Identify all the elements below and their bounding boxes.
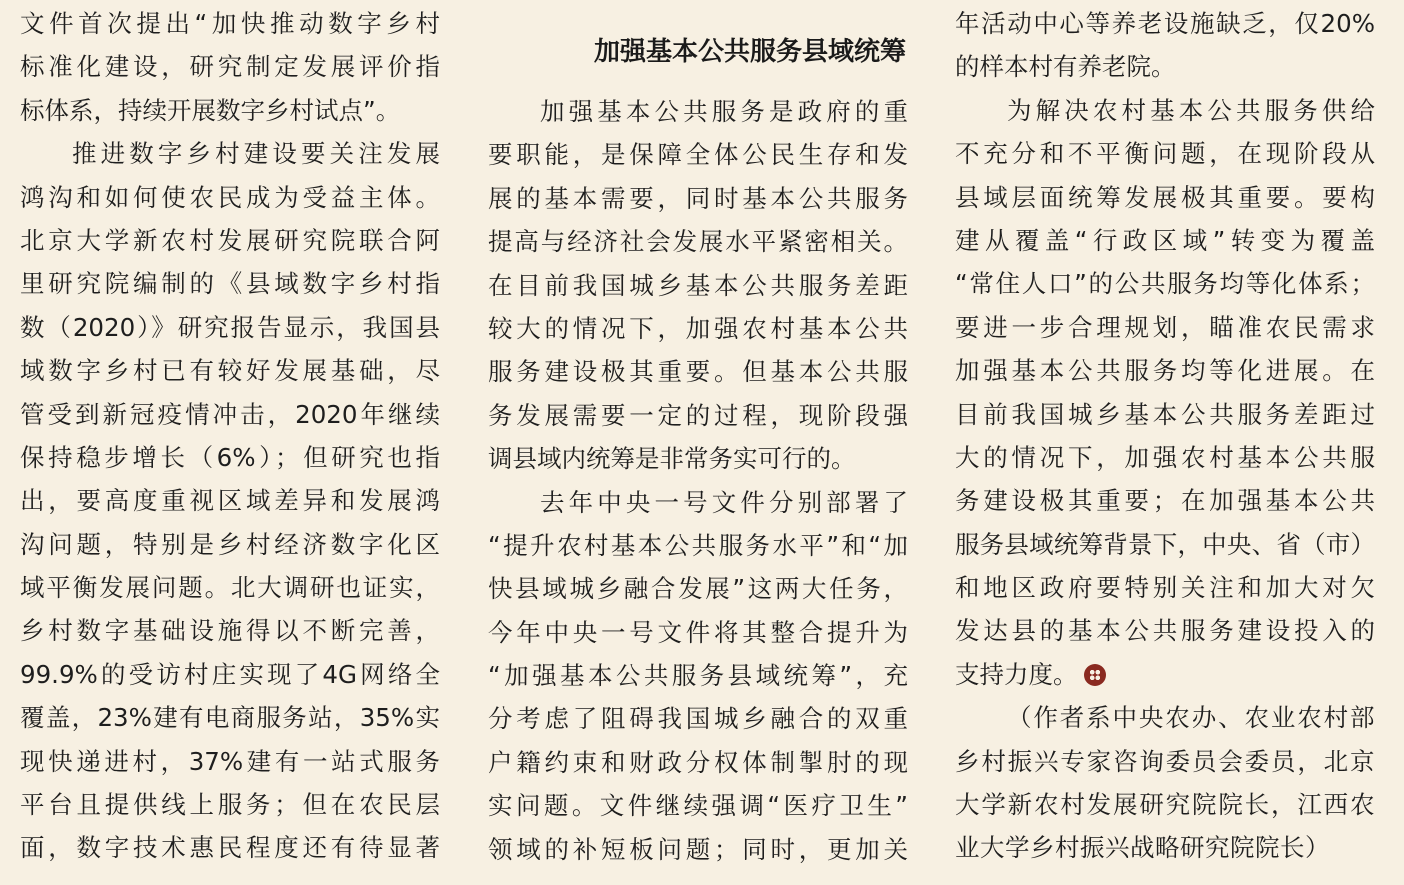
- text-line: 域数字乡村已有较好发展基础，尽: [20, 356, 440, 386]
- text-line: “加强基本公共服务县域统筹”，充: [488, 661, 908, 691]
- text-line: 覆盖，23%建有电商服务站，35%实: [20, 703, 440, 733]
- text-line: 县域层面统筹发展极其重要。要构: [955, 182, 1375, 212]
- text-line: 里研究院编制的《县域数字乡村指: [20, 269, 440, 299]
- text-line: 的样本村有养老院。: [955, 52, 1176, 82]
- article-end-line: [955, 653, 1375, 696]
- article-end-mark-icon: [1084, 664, 1106, 686]
- text-line: 出，要高度重视区域差异和发展鸿: [20, 486, 440, 516]
- text-line: 户籍约束和财政分权体制掣肘的现: [488, 747, 908, 777]
- text-line: 沟问题，特别是乡村经济数字化区: [20, 529, 440, 559]
- paragraph-first-line: 去年中央一号文件分别部署了: [540, 487, 908, 517]
- text-line: 文件首次提出“加快推动数字乡村: [20, 9, 440, 38]
- text-line: 务建设极其重要；在加强基本公共: [955, 486, 1375, 516]
- text-line: 今年中央一号文件将其整合提升为: [488, 617, 908, 647]
- paragraph-first-line: 加强基本公共服务是政府的重: [540, 97, 908, 126]
- section-heading: 加强基本公共服务县域统筹: [593, 37, 906, 67]
- text-line: 发达县的基本公共服务建设投入的: [955, 616, 1375, 646]
- text-line: 展的基本需要，同时基本公共服务: [488, 183, 908, 213]
- text-line: 数（2020）》研究报告显示，我国县: [20, 312, 440, 342]
- author-note-line: （作者系中央农办、农业农村部: [1007, 703, 1375, 733]
- text-line: 北京大学新农村发展研究院联合阿: [20, 225, 440, 255]
- text-line: 99.9%的受访村庄实现了4G网络全: [20, 659, 440, 689]
- paragraph-first-line: 为解决农村基本公共服务供给: [1007, 95, 1375, 125]
- text-line: 服务建设极其重要。但基本公共服: [488, 357, 908, 387]
- author-note: [955, 696, 1375, 870]
- text-line: 支持力度。: [955, 659, 1078, 689]
- text-line: 平台且提供线上服务；但在农民层: [20, 790, 440, 820]
- text-line: 实问题。文件继续强调“医疗卫生”: [488, 791, 908, 821]
- text-line: 领域的补短板问题；同时，更加关: [488, 834, 908, 864]
- text-line: 调县域内统筹是非常务实可行的。: [488, 444, 856, 474]
- text-line: 大的情况下，加强农村基本公共服: [955, 442, 1375, 472]
- text-line: 务发展需要一定的过程，现阶段强: [488, 400, 908, 430]
- author-note-line: 大学新农村发展研究院院长，江西农: [955, 790, 1375, 820]
- text-line: 域平衡发展问题。北大调研也证实，: [20, 573, 440, 603]
- text-line: 现快递进村，37%建有一站式服务: [20, 746, 440, 776]
- author-note-line: 业大学乡村振兴战略研究院院长）: [955, 833, 1330, 863]
- text-line: 快县域城乡融合发展”这两大任务，: [488, 574, 908, 604]
- text-line: 乡村数字基础设施得以不断完善，: [20, 616, 440, 646]
- text-line: 加强基本公共服务均等化进展。在: [955, 356, 1375, 386]
- text-line: “提升农村基本公共服务水平”和“加: [488, 530, 908, 560]
- article-column-middle: [488, 0, 908, 871]
- text-line: 年活动中心等养老设施缺乏，仅20%: [955, 9, 1375, 38]
- article-column-right: [955, 2, 1375, 870]
- text-line: 管受到新冠疫情冲击，2020年继续: [20, 399, 440, 429]
- text-line: 服务县域统筹背景下，中央、省（市）: [955, 529, 1375, 559]
- text-line: “常住人口”的公共服务均等化体系；: [955, 269, 1375, 299]
- text-line: 分考虑了阻碍我国城乡融合的双重: [488, 704, 908, 734]
- text-line: 鸿沟和如何使农民成为受益主体。: [20, 182, 440, 212]
- text-line: 不充分和不平衡问题，在现阶段从: [955, 139, 1375, 169]
- text-line: 建从覆盖“行政区域”转变为覆盖: [955, 225, 1375, 255]
- text-line: 面，数字技术惠民程度还有待显著: [20, 833, 440, 863]
- text-line: 标准化建设，研究制定发展评价指: [20, 52, 440, 82]
- author-note-line: 乡村振兴专家咨询委员会委员，北京: [955, 746, 1375, 776]
- text-line: 提高与经济社会发展水平紧密相关。: [488, 227, 908, 257]
- text-line: 标体系，持续开展数字乡村试点”。: [20, 95, 401, 125]
- text-line: 要进一步合理规划，瞄准农民需求: [955, 312, 1375, 342]
- text-line: 目前我国城乡基本公共服务差距过: [955, 399, 1375, 429]
- text-line: 在目前我国城乡基本公共服务差距: [488, 270, 908, 300]
- text-line: 要职能，是保障全体公民生存和发: [488, 140, 908, 170]
- article-column-left: [20, 2, 440, 870]
- text-line: 和地区政府要特别关注和加大对欠: [955, 573, 1375, 603]
- text-line: 较大的情况下，加强农村基本公共: [488, 313, 908, 343]
- paragraph-first-line: 推进数字乡村建设要关注发展: [72, 139, 440, 169]
- text-line: 保持稳步增长（6%）；但研究也指: [20, 442, 440, 472]
